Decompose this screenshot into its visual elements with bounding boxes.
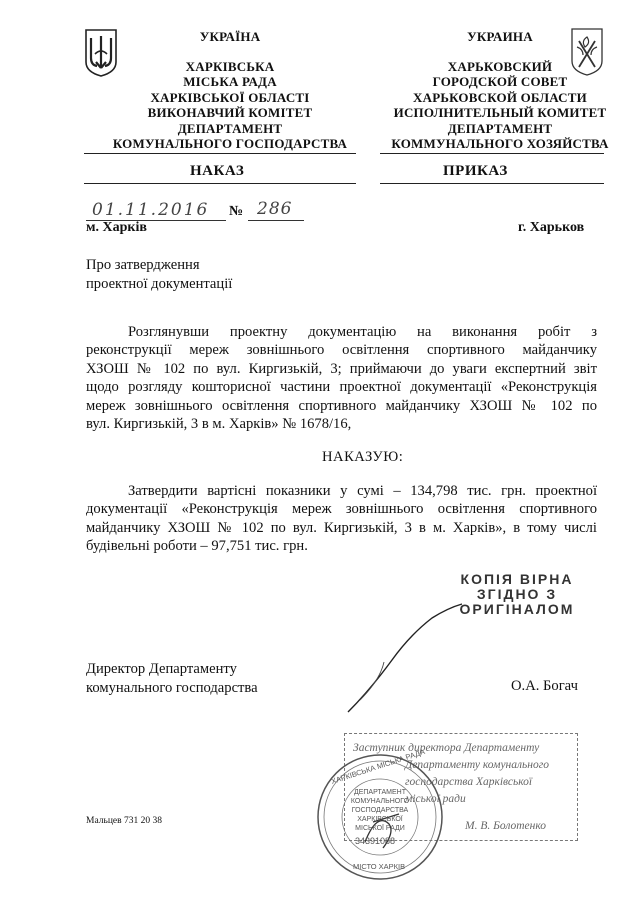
org-line: ХАРЬКОВСКОЙ ОБЛАСТИ <box>413 89 587 105</box>
official-seal <box>315 747 445 882</box>
subject <box>86 256 232 294</box>
executor-note: Мальцев 731 20 38 <box>86 816 162 826</box>
resolution-line: будівельні роботи – 97,751 тис. грн. <box>86 538 308 555</box>
order-heading: НАКАЗУЮ: <box>322 449 404 465</box>
header-left <box>110 29 350 152</box>
preamble-line: мереж зовнішнього освітлення спортивного майданчику ХЗОШ № 102 по <box>86 397 597 414</box>
stamp-line: ЗГІДНО З <box>476 586 558 602</box>
country-name: УКРАЇНА <box>199 29 261 44</box>
doc-type-right: ПРИКАЗ <box>443 163 508 179</box>
org-line: ХАРКІВСЬКА <box>185 58 275 74</box>
seal-bottom-text: МІСТО ХАРКІВ <box>353 862 406 871</box>
header-divider <box>380 153 604 154</box>
org-line: КОММУНАЛЬНОГО ХОЗЯЙСТВА <box>391 136 609 151</box>
org-line: ИСПОЛНИТЕЛЬНЫЙ КОМИТЕТ <box>393 105 607 120</box>
preamble-line: щодо розгляду кошторисної частини проектної документації «Реконструкція <box>86 379 597 396</box>
handwritten-signature <box>340 600 480 720</box>
header-divider <box>84 183 356 184</box>
preamble-line: вул. Киргизькій, 3 в м. Харків» № 1678/16, <box>86 416 352 433</box>
seal-ring-text: ХАРКІВСЬКА МІСЬКА РАДА <box>330 747 426 786</box>
preamble-line: Розглянувши проектну документацію на виконання робіт з <box>128 324 597 340</box>
signatory-name: О.А. Богач <box>511 678 578 694</box>
resolution-line: документації «Реконструкція мереж зовнішнього освітлення спортивного <box>86 501 597 518</box>
preamble-paragraph <box>86 323 597 433</box>
org-line: ГОРОДСКОЙ СОВЕТ <box>432 74 568 89</box>
subject-line: проектної документації <box>86 276 233 292</box>
stamp-line: господарства Харківської міської ради <box>405 776 533 805</box>
resolution-paragraph <box>86 482 597 556</box>
header-divider <box>380 183 604 184</box>
stamp-line: КОПІЯ ВІРНА <box>460 571 574 587</box>
preamble-line: ХЗОШ № 102 по вул. Киргизькій, 3; приймаючи до уваги експертний звіт <box>86 360 597 377</box>
stamp-line: Заступник директора Департаменту <box>353 742 540 754</box>
doc-type-left: НАКАЗ <box>190 163 245 179</box>
country-name: УКРАИНА <box>467 29 533 44</box>
city-left: м. Харків <box>86 220 147 235</box>
city-right: г. Харьков <box>518 220 585 235</box>
header-divider <box>84 153 356 154</box>
number-underline <box>248 220 304 221</box>
preamble-line: реконструкції мереж зовнішнього освітлення спортивного майданчику <box>86 342 597 359</box>
signatory-position <box>86 660 258 698</box>
seal-code: 34391088 <box>355 836 396 846</box>
resolution-line: Затвердити вартісні показники у сумі – 134,798 тис. грн. проектної <box>128 483 597 499</box>
seal-center-text: ДЕПАРТАМЕНТ КОМУНАЛЬНОГО ГОСПОДАРСТВА ХАРКІВСЬКОЇ МІСЬКОЇ РАДИ <box>350 789 410 832</box>
org-line: ХАРЬКОВСКИЙ <box>447 58 553 74</box>
stamp-line: Департаменту комунального <box>405 759 549 771</box>
org-line: ХАРКІВСЬКОЇ ОБЛАСТІ <box>150 89 310 105</box>
org-line: ДЕПАРТАМЕНТ <box>177 120 283 136</box>
subject-line: Про затвердження <box>86 257 200 273</box>
resolution-line: майданчику ХЗОШ № 102 по вул. Киргизькій, 3 в м. Харків», в тому числі <box>86 519 597 536</box>
org-line: ДЕПАРТАМЕНТ <box>447 120 553 136</box>
order-number: 286 <box>257 199 293 219</box>
stamp-line: М. В. Болотенко <box>465 820 547 832</box>
position-line: комунального господарства <box>86 680 258 696</box>
order-date: 01.11.2016 <box>92 200 210 220</box>
org-line: МІСЬКА РАДА <box>183 74 277 89</box>
position-line: Директор Департаменту <box>86 661 237 677</box>
stamp-line: ОРИГІНАЛОМ <box>459 601 575 617</box>
org-line: ВИКОНАВЧИЙ КОМІТЕТ <box>147 105 313 120</box>
org-line: КОМУНАЛЬНОГО ГОСПОДАРСТВА <box>112 136 348 151</box>
number-sign: № <box>229 204 244 219</box>
header-right <box>380 29 620 152</box>
